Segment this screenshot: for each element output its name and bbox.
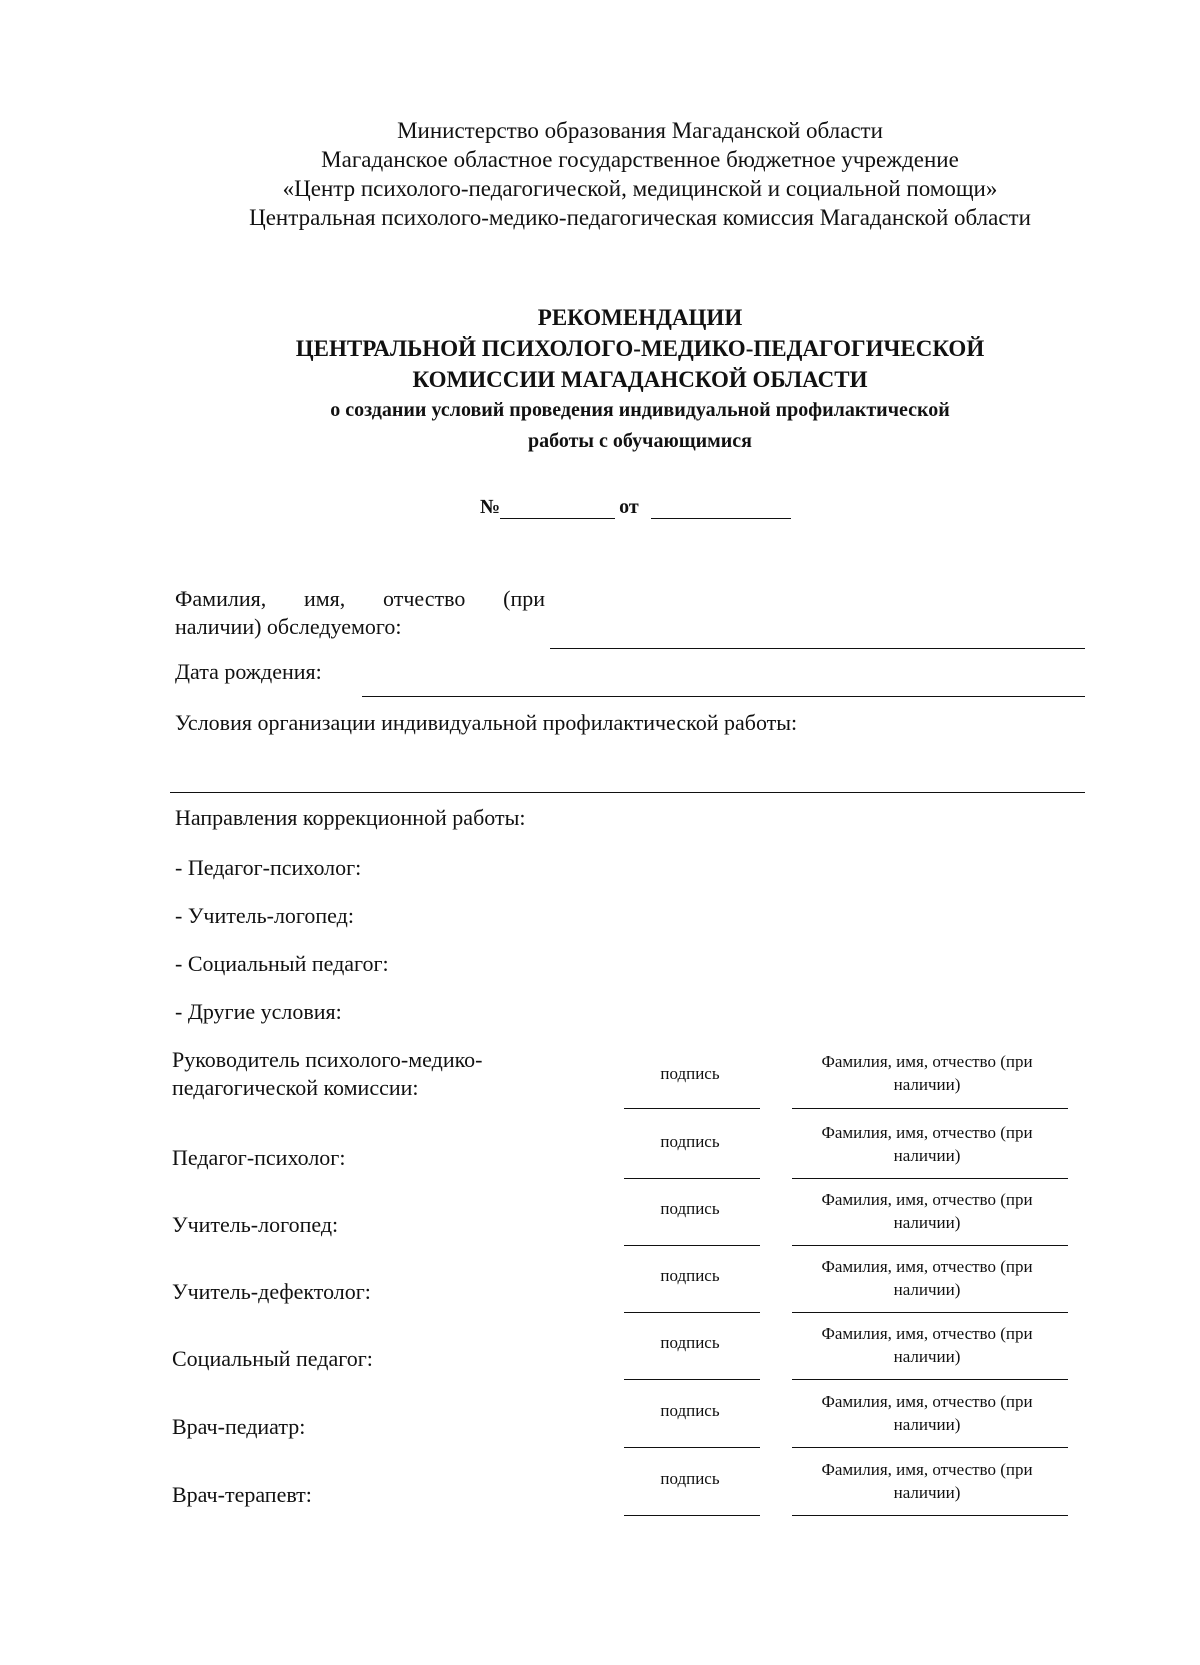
fio-word-4: (при [503,586,545,611]
signature-caption: подпись [660,1469,720,1488]
fio-caption: Фамилия, имя, отчество (при [821,1460,1033,1479]
fio-word-1: Фамилия, [175,586,267,611]
fio-line-2: наличии) обследуемого: [175,614,402,639]
signature-caption: подпись [660,1199,720,1218]
date-label: от [619,496,639,518]
center-name-line: «Центр психолого-педагогической, медицинской и социальной помощи» [282,176,998,201]
document-number-line [480,496,791,519]
signature-row [172,1455,1072,1515]
signature-row [172,1387,1072,1447]
other-conditions-item: - Другие условия: [175,999,342,1024]
signature-caption: подпись [660,1333,720,1352]
document-title [0,302,1200,457]
speech-therapist-item: - Учитель-логопед: [175,903,354,928]
number-label: № [480,496,501,518]
fio-caption-line-2: наличии) [893,1483,961,1502]
role-label: Учитель-логопед: [172,1212,339,1237]
fio-caption-line-2: наличии) [893,1213,961,1232]
fio-line[interactable] [792,1515,1068,1516]
signature-row [172,1252,1072,1312]
fio-caption-line-2: наличии) [893,1075,961,1094]
role-label-line-2: педагогической комиссии: [172,1075,419,1100]
fio-line[interactable] [792,1178,1068,1179]
fio-word-2: имя, [303,586,346,611]
signature-line[interactable] [624,1515,760,1516]
fio-caption-line-2: наличии) [893,1280,961,1299]
commission-line: Центральная психолого-медико-педагогическая комиссия Магаданской области [249,205,1031,230]
signature-line[interactable] [624,1447,760,1448]
fio-caption: Фамилия, имя, отчество (при [821,1392,1033,1411]
role-label: Учитель-дефектолог: [172,1279,371,1304]
fio-caption: Фамилия, имя, отчество (при [821,1190,1033,1209]
title-line-2: ЦЕНТРАЛЬНОЙ ПСИХОЛОГО-МЕДИКО-ПЕДАГОГИЧЕСКОЙ [295,336,985,361]
signature-line[interactable] [624,1245,760,1246]
fio-word-3: отчество [383,586,466,611]
number-blank[interactable] [500,496,615,519]
fio-line[interactable] [792,1312,1068,1313]
fio-input-line[interactable] [550,648,1085,649]
fio-line[interactable] [792,1447,1068,1448]
psychologist-item: - Педагог-психолог: [175,855,362,880]
fio-line[interactable] [792,1379,1068,1380]
conditions-label: Условия организации индивидуальной профилактической работы: [175,710,798,735]
social-pedagogue-item: - Социальный педагог: [175,951,389,976]
role-label: Врач-терапевт: [172,1482,312,1507]
fio-caption: Фамилия, имя, отчество (при [821,1052,1033,1071]
dob-label: Дата рождения: [175,659,322,684]
fio-caption-line-2: наличии) [893,1347,961,1366]
fio-caption-line-2: наличии) [893,1146,961,1165]
role-label: Социальный педагог: [172,1346,373,1371]
signature-caption: подпись [660,1266,720,1285]
ministry-line: Министерство образования Магаданской области [397,118,883,143]
fio-caption-line-2: наличии) [893,1415,961,1434]
title-line-1: РЕКОМЕНДАЦИИ [537,305,743,330]
institution-line: Магаданское областное государственное бюджетное учреждение [321,147,959,172]
fio-line[interactable] [792,1108,1068,1109]
title-line-3: КОМИССИИ МАГАДАНСКОЙ ОБЛАСТИ [412,367,868,392]
role-label: Педагог-психолог: [172,1145,346,1170]
signature-row [172,1185,1072,1245]
fio-caption: Фамилия, имя, отчество (при [821,1257,1033,1276]
signature-line[interactable] [624,1108,760,1109]
signature-caption: подпись [660,1064,720,1083]
signature-row [172,1046,1072,1106]
fio-caption: Фамилия, имя, отчество (при [821,1324,1033,1343]
dob-input-line[interactable] [362,696,1085,697]
title-line-4: о создании условий проведения индивидуальной профилактической [330,399,950,421]
directions-label: Направления коррекционной работы: [175,805,526,830]
fio-label [175,585,545,641]
role-label: Врач-педиатр: [172,1414,306,1439]
signature-caption: подпись [660,1132,720,1151]
signature-line[interactable] [624,1312,760,1313]
signature-line[interactable] [624,1178,760,1179]
fio-caption: Фамилия, имя, отчество (при [821,1123,1033,1142]
role-label: Руководитель психолого-медико- [172,1047,483,1072]
signature-caption: подпись [660,1401,720,1420]
organization-header [0,116,1200,232]
conditions-input-line[interactable] [170,792,1085,793]
signature-row [172,1319,1072,1379]
title-line-5: работы с обучающимися [528,430,752,452]
date-blank[interactable] [651,496,791,519]
fio-line[interactable] [792,1245,1068,1246]
signature-row [172,1118,1072,1178]
signature-line[interactable] [624,1379,760,1380]
